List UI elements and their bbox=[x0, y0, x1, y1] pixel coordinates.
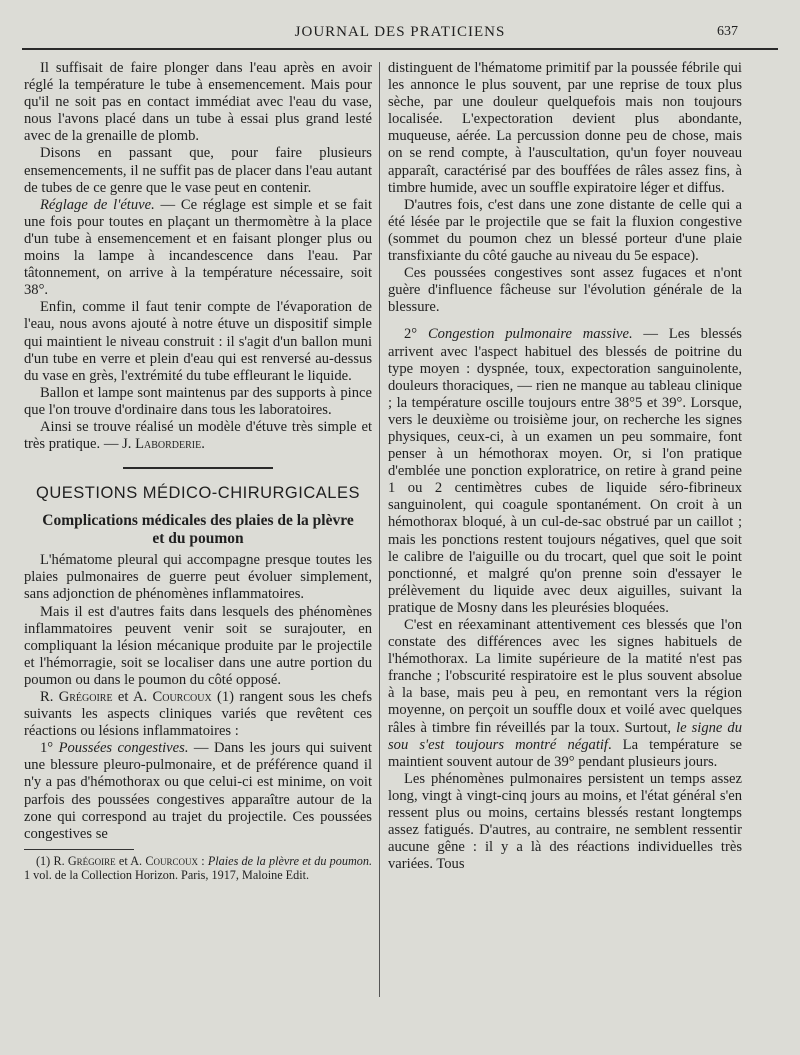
run-in-heading: Réglage de l'étuve. bbox=[40, 196, 155, 213]
footnote bbox=[24, 854, 372, 882]
paragraph-text: — Les blessés arrivent avec l'aspect habituel des blessés de poitrine du type moyen : dyspnée, toux, expectoration sanguinolente, douleurs thoraciques, — rien ne manque au tableau clinique ; la température oscille toujours entre 38°5 et 39°. Lorsque, vers le deuxième ou troisième jour, on recherche les signes physiques, ceux-ci, à un examen un peu sommaire, font penser à un hémothorax moyen. Or, si l'on pratique d'emblée une ponction exploratrice, on retire à grand peine 1 ou 2 centimètres cubes de liquide séro-fibrineux sanguinolent, qui coagule spontanément. On croit à un hémothorax bloqué, à un cul-de-sac obstrué par un caillot ; mais les ponctions restent toujours négatives, quel que soit le calibre de l'aiguille ou du trocart, quel que soit le point ponctionné, et malgré qu'on prenne soin d'essayer le prélèvement du liquide avec deux aiguilles, suivant la pratique de Mosny dans les pleurésies bloquées. bbox=[388, 326, 742, 616]
emphasis-text: le signe du sou s'est toujours montré négatif bbox=[388, 719, 742, 753]
section-separator bbox=[123, 467, 273, 469]
right-column bbox=[388, 60, 742, 873]
article-title bbox=[24, 512, 372, 548]
author-initial: R. bbox=[40, 689, 59, 705]
punctuation: : bbox=[197, 853, 208, 868]
paragraph-text: — Ce réglage est simple et se fait une fois pour toutes en plaçant un thermomètre à la place d'un tube à ensemencement et en faisant plonger plus ou moins la lampe à incandescence dans l'eau. Par tâtonnement, on arrive à la température nécessaire, soit 38°. bbox=[24, 196, 372, 299]
paragraph bbox=[388, 326, 742, 617]
paragraph: Ballon et lampe sont maintenus par des supports à pince que l'on trouve d'ordinaire dans tous les laboratoires. bbox=[24, 384, 372, 418]
paragraph: D'autres fois, c'est dans une zone distante de celle qui a été lésée par le projectile que se fait la fluxion congestive (sommet du poumon chez un blessé porteur d'une plaie transfixiante du côté gauche au niveau du 5e espace). bbox=[388, 196, 742, 265]
paragraph-text: . La température se maintient souvent autour de 39° pendant plusieurs jours. bbox=[388, 736, 742, 770]
column-divider bbox=[379, 62, 380, 997]
author-name: Courcoux bbox=[152, 689, 212, 705]
punctuation: . bbox=[201, 436, 205, 453]
footnote-rule bbox=[24, 849, 134, 850]
paragraph: Les phénomènes pulmonaires persistent un temps assez long, vingt à vingt-cinq jours au moins, et l'état général s'en ressent plus ou moins, certains blessés restant longtemps assez fatigués. D'autres, au contraire, ne semblent ressentir aucune gêne : il y a là des réactions individuelles très variées. Tous bbox=[388, 770, 742, 873]
run-in-heading: Poussées congestives. bbox=[58, 740, 189, 757]
footnote-text: 1 vol. de la Collection Horizon. Paris, 1917, Maloine Edit. bbox=[24, 867, 310, 882]
author-name: Laborderie bbox=[135, 436, 202, 453]
paragraph: Disons en passant que, pour faire plusieurs ensemencements, il ne suffit pas de placer dans l'eau autant de tubes de ce genre que le vase peut en contenir. bbox=[24, 145, 372, 196]
paragraph bbox=[24, 740, 372, 843]
footnote-marker: (1) R. bbox=[36, 853, 68, 868]
list-number: 2° bbox=[404, 326, 428, 343]
header-rule bbox=[22, 48, 778, 50]
paragraph bbox=[24, 689, 372, 740]
page-number: 637 bbox=[717, 24, 738, 39]
paragraph bbox=[388, 617, 742, 771]
author-name: Courcoux bbox=[145, 853, 198, 868]
paragraph: Ces poussées congestives sont assez fugaces et n'ont guère d'influence fâcheuse sur l'évolution générale de la blessure. bbox=[388, 265, 742, 316]
paragraph-text: (1) rangent sous les chefs suivants les aspects cliniques variés que revêtent ces réactions ou lésions inflammatoires : bbox=[24, 689, 373, 740]
paragraph: Enfin, comme il faut tenir compte de l'évaporation de l'eau, nous avons ajouté à notre étuve un dispositif simple qui maintient le niveau construit : il s'agit d'un ballon muni d'un tube en verre et plein d'eau qui est renversé au-dessus du vase en grès, l'extrémité du tube effleurant le liquide. bbox=[24, 299, 372, 384]
run-in-heading: Congestion pulmonaire massive. bbox=[427, 326, 633, 343]
conjunction: et A. bbox=[112, 689, 153, 705]
paragraph: L'hématome pleural qui accompagne presque toutes les plaies pulmonaires de guerre peut évoluer simplement, sans adjonction de phénomènes inflammatoires. bbox=[24, 552, 372, 603]
page-header bbox=[22, 18, 778, 46]
paragraph-text: — Dans les jours qui suivent une blessure pleuro-pulmonaire, et de préférence quand il n'y a pas d'hémothorax ou que celui-ci est minime, on voit parfois des poussées congestives apparaître autour de la zone qui correspond au trajet du projectile. Ces poussées congestives se bbox=[24, 740, 372, 842]
conjunction: et A. bbox=[115, 853, 146, 868]
journal-title: JOURNAL DES PRATICIENS bbox=[294, 24, 506, 40]
paragraph-text: C'est en réexaminant attentivement ces blessés que l'on constate des différences avec les signes habituels de l'hémothorax. La limite supérieure de la matité n'est pas franche ; l'obscurité respiratoire est le plus souvent absolue à la base, mais peu à peu, en remontant vers la région moyenne, on perçoit un souffle doux et voilé avec quelques râles à timbre fin réveillés par la toux. Surtout, bbox=[388, 617, 742, 736]
book-title: Plaies de la plèvre et du poumon. bbox=[207, 853, 372, 868]
article-title-line: Complications médicales des plaies de la plèvre bbox=[42, 512, 354, 530]
article-title-line: et du poumon bbox=[152, 530, 244, 548]
paragraph: Il suffisait de faire plonger dans l'eau après en avoir réglé la température le tube à ensemencement. Mais pour qu'il ne soit pas en contact immédiat avec l'eau du vase, nous l'avons placé dans un tube à essai plus grand lesté avec de la grenaille de plomb. bbox=[24, 60, 372, 145]
author-name: Grégoire bbox=[67, 853, 116, 868]
author-name: Grégoire bbox=[58, 689, 113, 705]
section-title: QUESTIONS MÉDICO-CHIRURGICALES bbox=[36, 484, 360, 503]
paragraph: distinguent de l'hématome primitif par la poussée fébrile qui les annonce le plus souvent, par une reprise de toux plus sèche, par une douleur quelquefois mais non toujours localisée. L'expectoration devient plus abondante, muqueuse, aérée. La percussion donne peu de chose, mais on se rend compte, à l'auscultation, qu'un foyer nouveau apparaît, caractérisé par des bouffées de râles assez fins, à timbre humide, avec un souffle expiratoire léger et diffus. bbox=[388, 60, 742, 196]
left-column bbox=[24, 60, 372, 882]
paragraph-text: Ainsi se trouve réalisé un modèle d'étuve très simple et très pratique. — J. bbox=[24, 418, 372, 453]
paragraph bbox=[24, 419, 372, 453]
paragraph bbox=[24, 197, 372, 300]
list-number: 1° bbox=[40, 740, 59, 757]
paragraph: Mais il est d'autres faits dans lesquels des phénomènes inflammatoires peuvent venir soit se surajouter, en compliquant la lésion mécanique produite par le projectile et l'hémorragie, soit se localiser dans une autre portion du poumon ou dans le poumon du côté opposé. bbox=[24, 603, 372, 688]
